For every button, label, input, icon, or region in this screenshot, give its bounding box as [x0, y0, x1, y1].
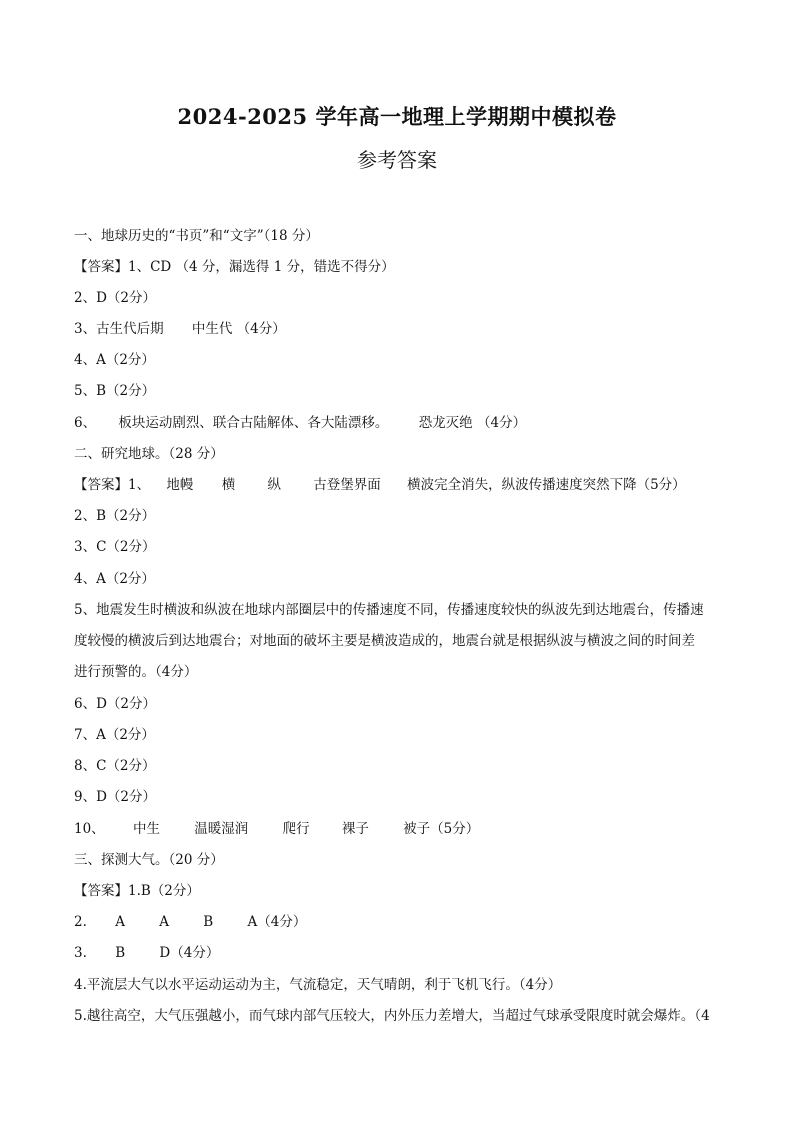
- answer-line: [74, 820, 724, 838]
- line-text: D（4分）: [159, 945, 220, 961]
- answer-line: [74, 601, 724, 619]
- line-text: 进行预警的。（4分）: [74, 664, 198, 680]
- line-text: 板块运动剧烈、联合古陆解体、各大陆漂移。: [118, 415, 389, 431]
- answer-line: [74, 414, 724, 432]
- section-heading-2: [74, 445, 724, 463]
- answer-line: [74, 757, 724, 775]
- section-heading-3: [74, 851, 724, 869]
- line-text: 恐龙灭绝 （4分）: [418, 415, 527, 431]
- line-text: 裸子: [341, 821, 369, 837]
- answer-line: [74, 382, 724, 400]
- line-text: 2.: [74, 914, 87, 930]
- line-text: 9、D（2分）: [74, 789, 157, 805]
- line-text: 8、C（2分）: [74, 758, 156, 774]
- answer-line: [74, 913, 724, 931]
- answer-line: [74, 1007, 724, 1025]
- answer-line: [74, 289, 724, 307]
- page-subtitle: 参考答案: [357, 148, 437, 172]
- line-text: 三、探测大气。（20 分）: [74, 852, 224, 868]
- line-text: 4.平流层大气以水平运动运动为主，气流稳定，天气晴朗，利于飞机飞行。（4分）: [74, 977, 562, 993]
- line-text: A（4分）: [247, 914, 307, 930]
- line-text: 3.: [74, 945, 87, 961]
- line-text: 温暖湿润: [194, 821, 249, 837]
- line-text: 2、D（2分）: [74, 290, 157, 306]
- answer-line: [74, 258, 724, 276]
- line-text: 3、古生代后期: [74, 321, 164, 337]
- line-text: 4、A（2分）: [74, 352, 155, 368]
- line-text: 7、A（2分）: [74, 727, 155, 743]
- answer-line: [74, 570, 724, 588]
- line-text: A: [115, 914, 125, 930]
- line-text: 10、: [74, 821, 105, 837]
- answer-line: [74, 632, 724, 650]
- line-text: 5.越往高空，大气压强越小，而气球内部气压较大，内外压力差增大，当超过气球承受限度时就会爆炸。（4: [74, 1008, 710, 1024]
- line-text: 6、D（2分）: [74, 696, 157, 712]
- line-text: 中生代 （4分）: [191, 321, 286, 337]
- answer-line: [74, 695, 724, 713]
- line-text: 一、地球历史的“书页”和“文字”（18 分）: [74, 228, 319, 244]
- line-text: 【答案】1、CD （4 分，漏选得 1 分，错选不得分）: [74, 259, 395, 275]
- answer-line: [74, 351, 724, 369]
- line-text: 地幔: [166, 477, 194, 493]
- line-text: 4、A（2分）: [74, 571, 155, 587]
- line-text: 度较慢的横波后到达地震台；对地面的破坏主要是横波造成的，地震台就是根据纵波与横波之间的时间差: [74, 633, 695, 649]
- page-title: 2024-2025 学年高一地理上学期期中模拟卷: [177, 104, 617, 129]
- line-text: 【答案】1、: [74, 477, 151, 493]
- line-text: 二、研究地球。（28 分）: [74, 446, 224, 462]
- line-text: 横波完全消失，纵波传播速度突然下降（5分）: [407, 477, 686, 493]
- answer-line: [74, 538, 724, 556]
- line-text: 被子（5分）: [403, 821, 480, 837]
- answer-line: [74, 476, 724, 494]
- answer-line: [74, 944, 724, 962]
- line-text: 爬行: [282, 821, 310, 837]
- line-text: 6、: [74, 415, 97, 431]
- answer-line: [74, 320, 724, 338]
- section-heading-1: [74, 227, 724, 245]
- line-text: 横: [221, 477, 236, 493]
- line-text: 古登堡界面: [313, 477, 381, 493]
- answer-line: [74, 788, 724, 806]
- answer-line: [74, 976, 724, 994]
- line-text: 5、B（2分）: [74, 383, 156, 399]
- line-text: A: [159, 914, 169, 930]
- line-text: 3、C（2分）: [74, 539, 156, 555]
- line-text: B: [203, 914, 214, 930]
- line-text: 5、地震发生时横波和纵波在地球内部圈层中的传播速度不同，传播速度较快的纵波先到达地震台，传播速: [74, 602, 704, 618]
- line-text: B: [115, 945, 126, 961]
- line-text: 纵: [267, 477, 281, 493]
- answer-line: [74, 663, 724, 681]
- line-text: 中生: [132, 821, 160, 837]
- answer-line: [74, 882, 724, 900]
- line-text: 【答案】1.B（2分）: [74, 883, 200, 899]
- answer-line: [74, 726, 724, 744]
- line-text: 2、B（2分）: [74, 508, 156, 524]
- answer-line: [74, 507, 724, 525]
